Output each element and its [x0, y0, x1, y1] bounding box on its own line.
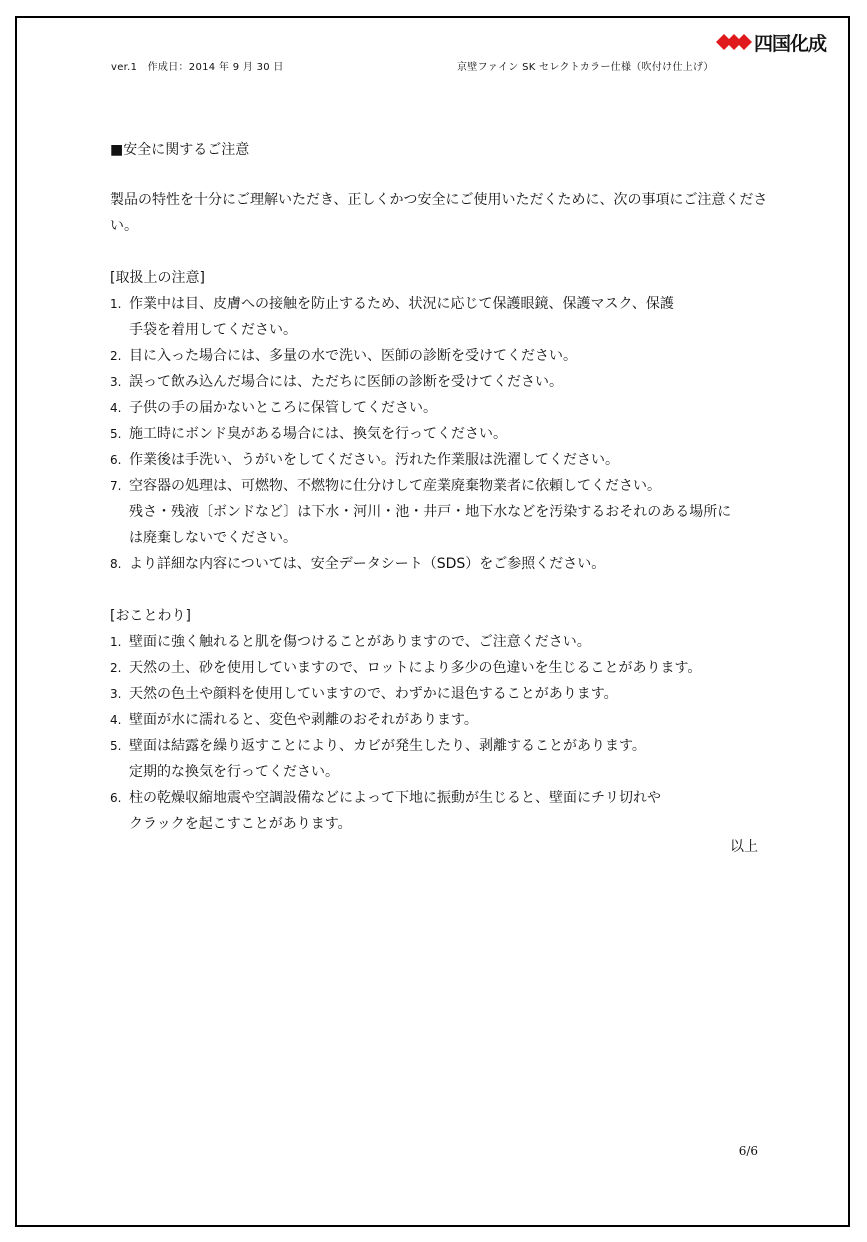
- list-item: [110, 551, 770, 577]
- intro-paragraph: 製品の特性を十分にご理解いただき、正しくかつ安全にご使用いただくために、次の事項にご注意ください。: [110, 192, 768, 234]
- list-item: [110, 447, 770, 473]
- document-meta: ver.1 作成日：2014 年 9 月 30 日: [111, 62, 284, 73]
- list-item: [110, 629, 770, 655]
- item-text: 天然の土、砂を使用していますので、ロットにより多少の色違いを生じることがあります。: [129, 660, 702, 676]
- handling-cautions-heading: [取扱上の注意]: [110, 270, 205, 286]
- item-number: 6.: [110, 791, 122, 805]
- item-number: 5.: [110, 427, 122, 441]
- item-number: 6.: [110, 453, 122, 467]
- item-text: 施工時にボンド臭がある場合には、換気を行ってください。: [129, 426, 507, 442]
- item-text: より詳細な内容については、安全データシート（SDS）をご参照ください。: [129, 556, 606, 572]
- list-item: [110, 733, 770, 785]
- item-text: 天然の色土や顔料を使用していますので、わずかに退色することがあります。: [129, 686, 618, 702]
- disclaimer-list: [110, 629, 770, 837]
- item-text: 壁面が水に濡れると、変色や剥離のおそれがあります。: [129, 712, 478, 728]
- item-number: 4.: [110, 401, 122, 415]
- document-body: [110, 137, 770, 837]
- item-number: 7.: [110, 479, 122, 493]
- list-item: [110, 421, 770, 447]
- page-number: 6/6: [738, 1144, 758, 1158]
- item-number: 1.: [110, 635, 122, 649]
- item-text: 柱の乾燥収縮地震や空調設備などによって下地に振動が生じると、壁面にチリ切れや クラックを起こすことがあります。: [129, 790, 661, 832]
- list-item: [110, 369, 770, 395]
- item-text: 誤って飲み込んだ場合には、ただちに医師の診断を受けてください。: [129, 374, 563, 390]
- handling-cautions-list: [110, 291, 770, 577]
- item-number: 5.: [110, 739, 122, 753]
- closing-mark: 以上: [730, 839, 758, 855]
- item-number: 3.: [110, 687, 122, 701]
- item-text: 空容器の処理は、可燃物、不燃物に仕分けして産業廃棄物業者に依頼してください。 残さ・残液〔ボンドなど〕は下水・河川・池・井戸・地下水などを汚染するおそれのある場所に は廃棄しないでください。: [129, 478, 732, 546]
- list-item: [110, 343, 770, 369]
- item-text: 作業後は手洗い、うがいをしてください。汚れた作業服は洗濯してください。: [129, 452, 619, 468]
- list-item: [110, 681, 770, 707]
- section-title: ■安全に関するご注意: [110, 142, 250, 158]
- item-text: 目に入った場合には、多量の水で洗い、医師の診断を受けてください。: [129, 348, 577, 364]
- list-item: [110, 785, 770, 837]
- brand-name: 四国化成: [754, 32, 827, 55]
- list-item: [110, 291, 770, 343]
- document-title: 京壁ファイン SK セレクトカラー仕様（吹付け仕上げ）: [457, 62, 714, 73]
- list-item: [110, 707, 770, 733]
- item-number: 1.: [110, 297, 122, 311]
- item-number: 2.: [110, 661, 122, 675]
- brand-mark-icon: [716, 31, 752, 53]
- list-item: [110, 395, 770, 421]
- item-number: 8.: [110, 557, 122, 571]
- disclaimer-heading: [おことわり]: [110, 608, 191, 624]
- item-number: 2.: [110, 349, 122, 363]
- item-text: 壁面は結露を繰り返すことにより、カビが発生したり、剥離することがあります。 定期的な換気を行ってください。: [129, 738, 646, 780]
- list-item: [110, 473, 770, 551]
- item-number: 4.: [110, 713, 122, 727]
- company-logo: [716, 29, 826, 55]
- item-text: 作業中は目、皮膚への接触を防止するため、状況に応じて保護眼鏡、保護マスク、保護 手袋を着用してください。: [129, 296, 674, 338]
- list-item: [110, 655, 770, 681]
- item-number: 3.: [110, 375, 122, 389]
- item-text: 子供の手の届かないところに保管してください。: [129, 400, 437, 416]
- item-text: 壁面に強く触れると肌を傷つけることがありますので、ご注意ください。: [129, 634, 591, 650]
